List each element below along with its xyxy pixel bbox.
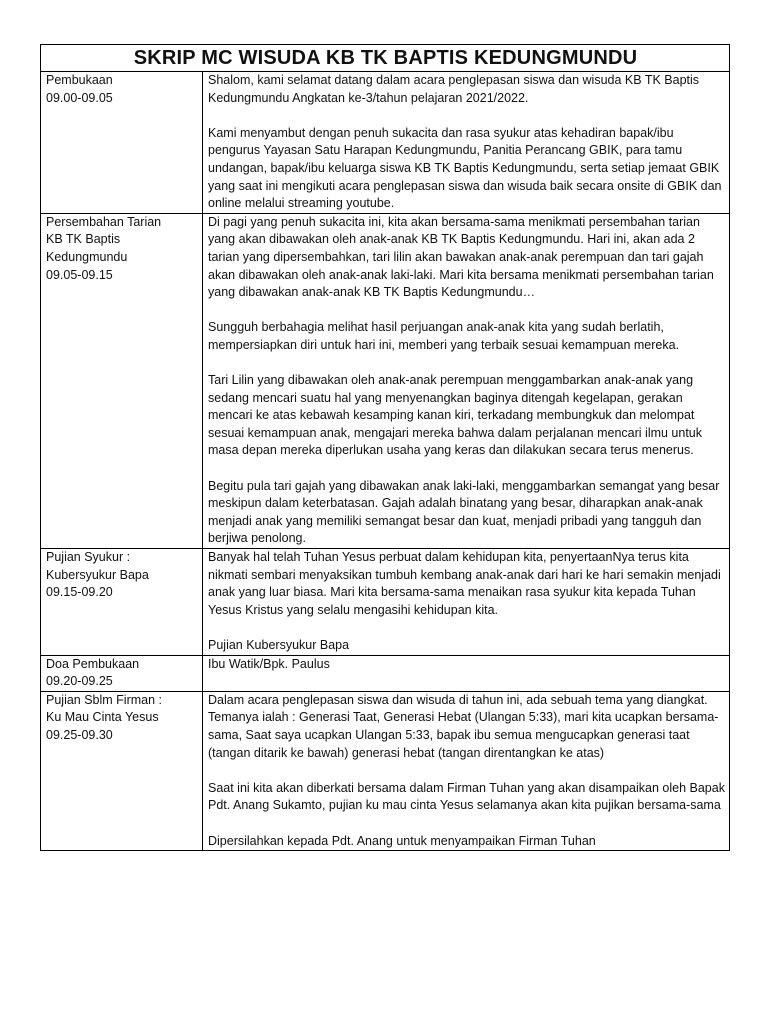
segment-script-cell — [203, 691, 730, 850]
segment-label: Kedungmundu — [46, 249, 128, 264]
title-row — [41, 45, 730, 72]
segment-script-cell — [203, 72, 730, 214]
script-paragraph: Pujian Kubersyukur Bapa — [208, 638, 350, 652]
script-paragraph: Ibu Watik/Bpk. Paulus — [208, 656, 330, 671]
script-paragraph: Tari Lilin yang dibawakan oleh anak-anak perempuan menggambarkan anak-anak yang sedang mencari suatu hal yang menyenangkan baginya ditengah kegelapan, gerakan mencari ke atas kebawah kesamping kanan kiri, terkadang membungkuk dan melompat sesuai kemampuan anak, mengajari mereka bahwa dalam perjalanan mencari ilmu untuk masa depan mereka diperlukan usaha yang keras dan dilakukan secara terus menerus. — [208, 373, 703, 458]
script-paragraph: Shalom, kami selamat datang dalam acara penglepasan siswa dan wisuda KB TK Baptis Kedungmundu Angkatan ke-3/tahun pelajaran 2021/2022. — [208, 73, 700, 105]
script-paragraph: Dipersilahkan kepada Pdt. Anang untuk menyampaikan Firman Tuhan — [208, 833, 596, 848]
table-row — [41, 655, 730, 691]
mc-script-table — [40, 44, 730, 851]
script-paragraph: Kami menyambut dengan penuh sukacita dan rasa syukur atas kehadiran bapak/ibu pengurus Yayasan Satu Harapan Kedungmundu, Panitia Perancang GBIK, para tamu undangan, bapak/ibu keluarga siswa KB TK Baptis Kedungmundu, serta setiap jemaat GBIK yang saat ini mengikuti acara penglepasan siswa dan wisuda baik secara onsite di GBIK dan online melalui streaming youtube. — [208, 125, 722, 211]
segment-label: Persembahan Tarian — [46, 214, 162, 229]
script-paragraph: Dalam acara penglepasan siswa dan wisuda di tahun ini, ada sebuah tema yang diangkat. Temanya ialah : Generasi Taat, Generasi Hebat (Ulangan 5:33), mari kita ucapkan bersama-sama, Saat saya ucapkan Ulangan 5:33, bapak ibu semua mengucapkan generasi taat (tangan ditarik ke bawah) generasi hebat (tangan direntangkan ke atas) — [208, 692, 719, 760]
segment-label: Ku Mau Cinta Yesus — [46, 710, 159, 725]
segment-label: Pujian Sblm Firman : — [46, 692, 163, 707]
segment-label: Pembukaan — [46, 73, 113, 87]
segment-script-cell — [203, 655, 730, 691]
table-row — [41, 691, 730, 850]
segment-time: 09.15-09.20 — [46, 585, 113, 600]
segment-time: 09.25-09.30 — [46, 727, 113, 742]
segment-script-cell — [203, 549, 730, 656]
segment-time: 09.05-09.15 — [46, 267, 113, 282]
segment-time: 09.00-09.05 — [46, 90, 113, 105]
segment-label-cell — [41, 72, 203, 214]
segment-label: Pujian Syukur : — [46, 550, 131, 565]
table-row — [41, 72, 730, 214]
document-title: SKRIP MC WISUDA KB TK BAPTIS KEDUNGMUNDU — [41, 45, 730, 72]
script-paragraph: Sungguh berbahagia melihat hasil perjuangan anak-anak kita yang sudah berlatih, mempersiapkan diri untuk hari ini, memberi yang terbaik sesuai kemampuan mereka. — [208, 320, 680, 352]
segment-time: 09.20-09.25 — [46, 674, 113, 689]
script-paragraph: Begitu pula tari gajah yang dibawakan anak laki-laki, menggambarkan semangat yang besar meskipun dalam keterbatasan. Gajah adalah binatang yang besar, diharapkan anak-anak menjadi anak yang memiliki semangat besar dan kuat, menjadi pribadi yang tangguh dan berjiwa penolong. — [208, 478, 720, 546]
script-paragraph: Di pagi yang penuh sukacita ini, kita akan bersama-sama menikmati persembahan tarian yang akan dibawakan oleh anak-anak KB TK Baptis Kedungmundu. Hari ini, akan ada 2 tarian yang dipersembahkan, tari lilin akan bawakan anak-anak perempuan dan tari gajah akan dibawakan oleh anak-anak laki-laki. Mari kita bersama menikmati persembahan tarian yang dibawakan anak-anak KB TK Baptis Kedungmundu… — [208, 214, 714, 300]
table-row — [41, 213, 730, 548]
table-row — [41, 549, 730, 656]
segment-label-cell — [41, 655, 203, 691]
segment-label: Kubersyukur Bapa — [46, 567, 149, 582]
segment-label-cell — [41, 549, 203, 656]
segment-script-cell — [203, 213, 730, 548]
segment-label: Doa Pembukaan — [46, 656, 140, 671]
script-paragraph: Banyak hal telah Tuhan Yesus perbuat dalam kehidupan kita, penyertaanNya terus kita nikmati sembari menyaksikan tumbuh kembang anak-anak dari hari ke hari semakin menjadi anak yang luar biasa. Mari kita bersama-sama menaikan rasa syukur kita kepada Tuhan Yesus Kristus yang selalu mengasihi kehidupan kita. — [208, 550, 721, 617]
segment-label: KB TK Baptis — [46, 232, 121, 247]
segment-label-cell — [41, 691, 203, 850]
script-paragraph: Saat ini kita akan diberkati bersama dalam Firman Tuhan yang akan disampaikan oleh Bapak Pdt. Anang Sukamto, pujian ku mau cinta Yesus selamanya akan kita pujikan bersama-sama — [208, 780, 725, 813]
segment-label-cell — [41, 213, 203, 548]
